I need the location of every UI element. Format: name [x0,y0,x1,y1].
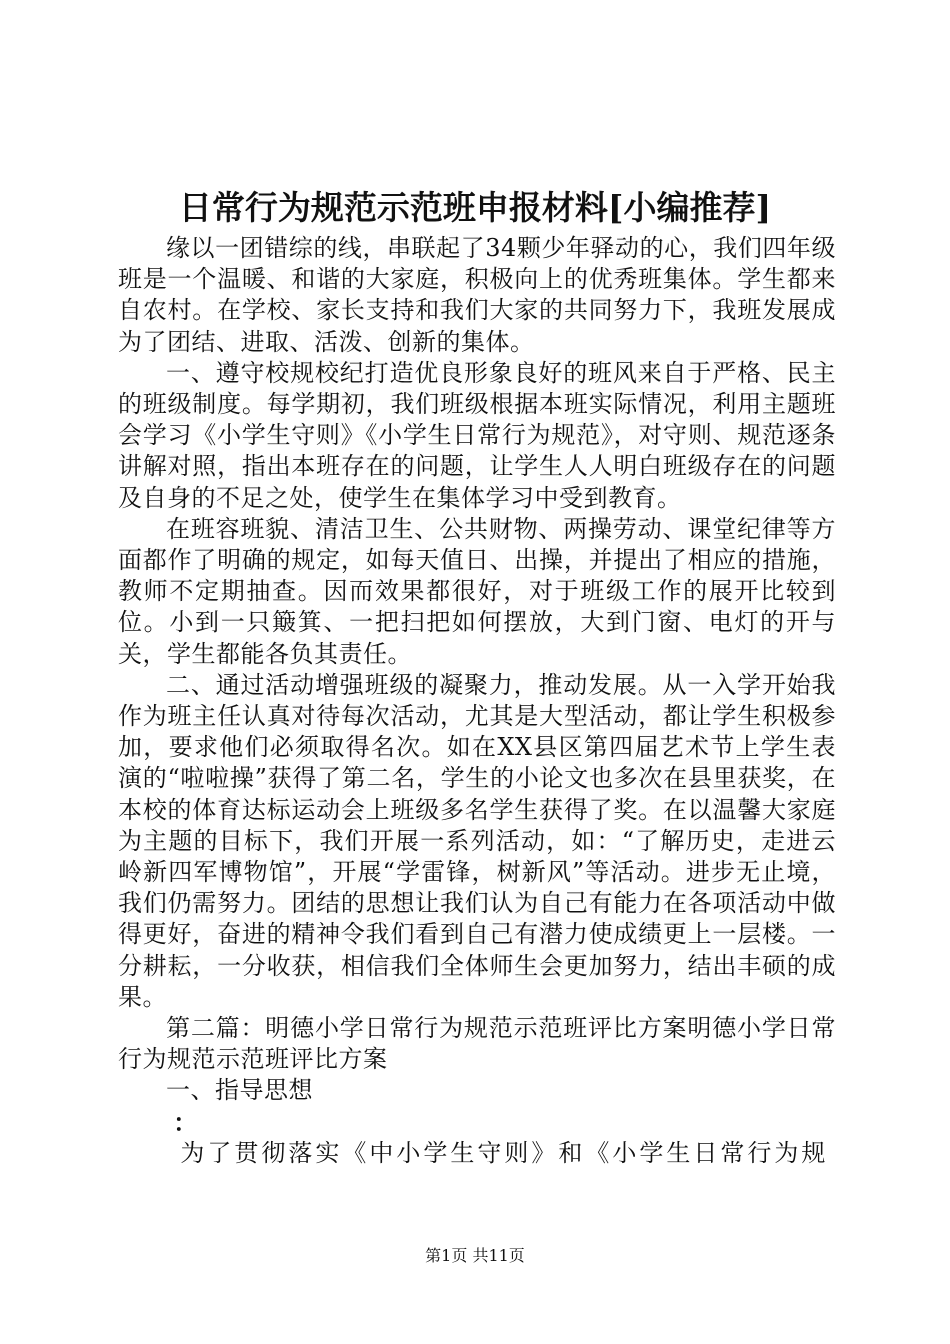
paragraph-intro: 缘以一团错综的线，串联起了34颗少年驿动的心，我们四年级班是一个温暖、和谐的大家庭，积极向上的优秀班集体。学生都来自农村。在学校、家长支持和我们大家的共同努力下，我班发展成为了团结、进取、活泼、创新的集体。 [118,234,836,356]
heading-guiding-thought: 一、指导思想 [166,1076,313,1105]
document-body [118,233,836,1169]
paragraph-rules: 在班容班貌、清洁卫生、公共财物、两操劳动、课堂纪律等方面都作了明确的规定，如每天值日、出操，并提出了相应的措施，教师不定期抽查。因而效果都很好，对于班级工作的展开比较到位。小到一只簸箕、一把扫把如何摆放，大到门窗、电灯的开与关，学生都能各负其责任。 [118,514,836,668]
paragraph-second-article-heading: 第二篇：明德小学日常行为规范示范班评比方案明德小学日常行为规范示范班评比方案 [118,1014,836,1074]
page-number-footer: 第1页 共11页 [425,1246,525,1265]
paragraph-section-1: 一、遵守校规校纪打造优良形象良好的班风来自于严格、民主的班级制度。每学期初，我们班级根据本班实际情况，利用主题班会学习《小学生守则》《小学生日常行为规范》，对守则、规范逐条讲解对照，指出本班存在的问题，让学生人人明白班级存在的问题及自身的不足之处，使学生在集体学习中受到教育。 [118,358,836,512]
document-title: 日常行为规范示范班申报材料[小编推荐] [178,188,772,227]
paragraph-section-2: 二、通过活动增强班级的凝聚力，推动发展。从一入学开始我作为班主任认真对待每次活动，尤其是大型活动，都让学生积极参加，要求他们必须取得名次。如在XX县区第四届艺术节上学生表演的“啦啦操”获得了第二名，学生的小论文也多次在县里获奖，在本校的体育达标运动会上班级多名学生获得了奖。在以温馨大家庭为主题的目标下，我们开展一系列活动，如：“了解历史，走进云岭新四军博物馆”，开展“学雷锋，树新风”等活动。进步无止境，我们仍需努力。团结的思想让我们认为自己有能力在各项活动中做得更好，奋进的精神令我们看到自己有潜力使成绩更上一层楼。一分耕耘，一分收获，相信我们全体师生会更加努力，结出丰硕的成果。 [118,670,836,1011]
colon-line: ： [173,1107,198,1137]
paragraph-implementation: 为了贯彻落实《中小学生守则》和《小学生日常行为规 [180,1138,829,1167]
